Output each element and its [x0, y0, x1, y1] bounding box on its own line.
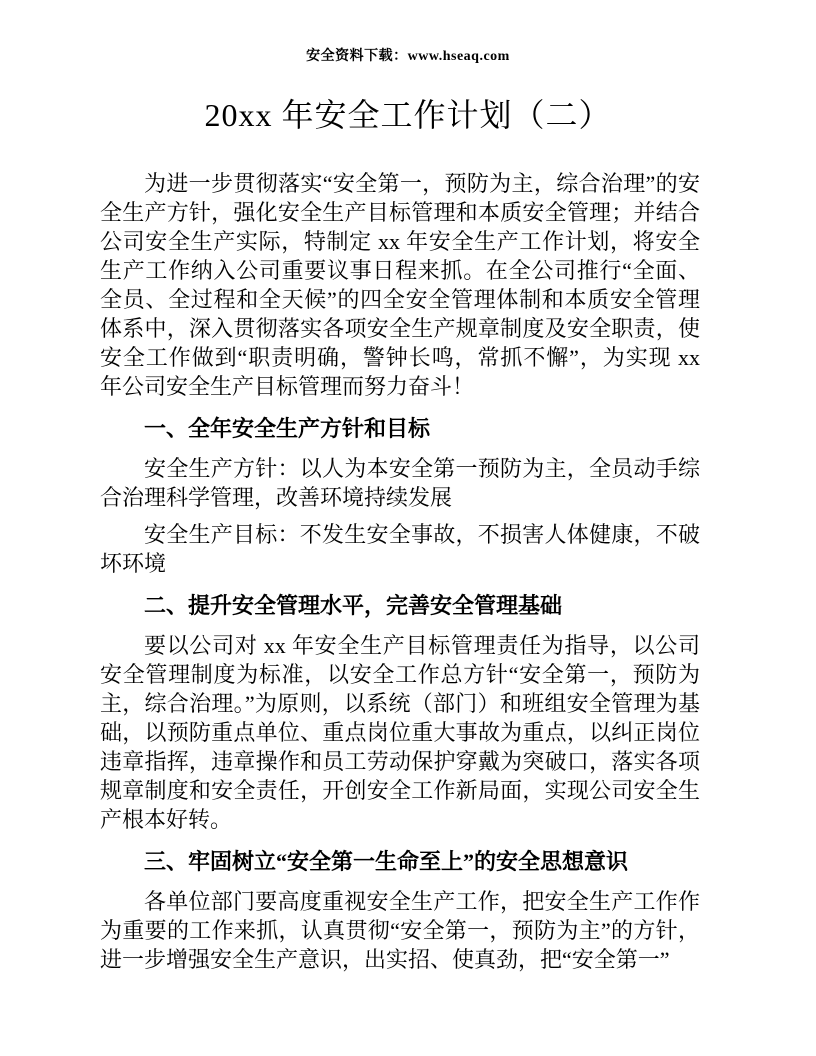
- paragraph-target: 安全生产目标：不发生安全事故，不损害人体健康，不破坏环境: [100, 522, 700, 576]
- paragraph-management: 要以公司对 xx 年安全生产目标管理责任为指导，以公司安全管理制度为标准，以安全工作总方针“安全第一，预防为主，综合治理。”为原则，以系统（部门）和班组安全管理为基础，以预防重点单位、重点岗位重大事故为重点，以纠正岗位违章指挥，违章操作和员工劳动保护穿戴为突破口，落实各项规章制度和安全责任，开创安全工作新局面，实现公司安全生产根本好转。: [100, 633, 700, 832]
- document-title: 20xx 年安全工作计划（二）: [204, 97, 612, 133]
- section-heading-2: 二、提升安全管理水平，完善安全管理基础: [144, 593, 563, 618]
- paragraph-policy: 安全生产方针：以人为本安全第一预防为主，全员动手综合治理科学管理，改善环境持续发展: [100, 456, 700, 510]
- paragraph-awareness: 各单位部门要高度重视安全生产工作，把安全生产工作作为重要的工作来抓，认真贯彻“安全第一，预防为主”的方针，进一步增强安全生产意识，出实招、使真劲，把“安全第一”: [100, 889, 701, 972]
- intro-paragraph: 为进一步贯彻落实“安全第一，预防为主，综合治理”的安全生产方针，强化安全生产目标管理和本质安全管理；并结合公司安全生产实际，特制定 xx 年安全生产工作计划，将安全生产工作纳入公司重要议事日程来抓。在全公司推行“全面、全员、全过程和全天候”的四全安全管理体制和本质安全管理体系中，深入贯彻落实各项安全生产规章制度及安全职责，使安全工作做到“职责明确，警钟长鸣，常抓不懈”，为实现 xx 年公司安全生产目标管理而努力奋斗！: [100, 171, 700, 399]
- page-header: [0, 45, 816, 65]
- download-source-text: 安全资料下载：www.hseaq.com: [306, 49, 510, 64]
- section-heading-1: 一、全年安全生产方针和目标: [144, 416, 431, 441]
- section-heading-3: 三、牢固树立“安全第一生命至上”的安全思想意识: [144, 849, 629, 874]
- document-body: [100, 169, 700, 974]
